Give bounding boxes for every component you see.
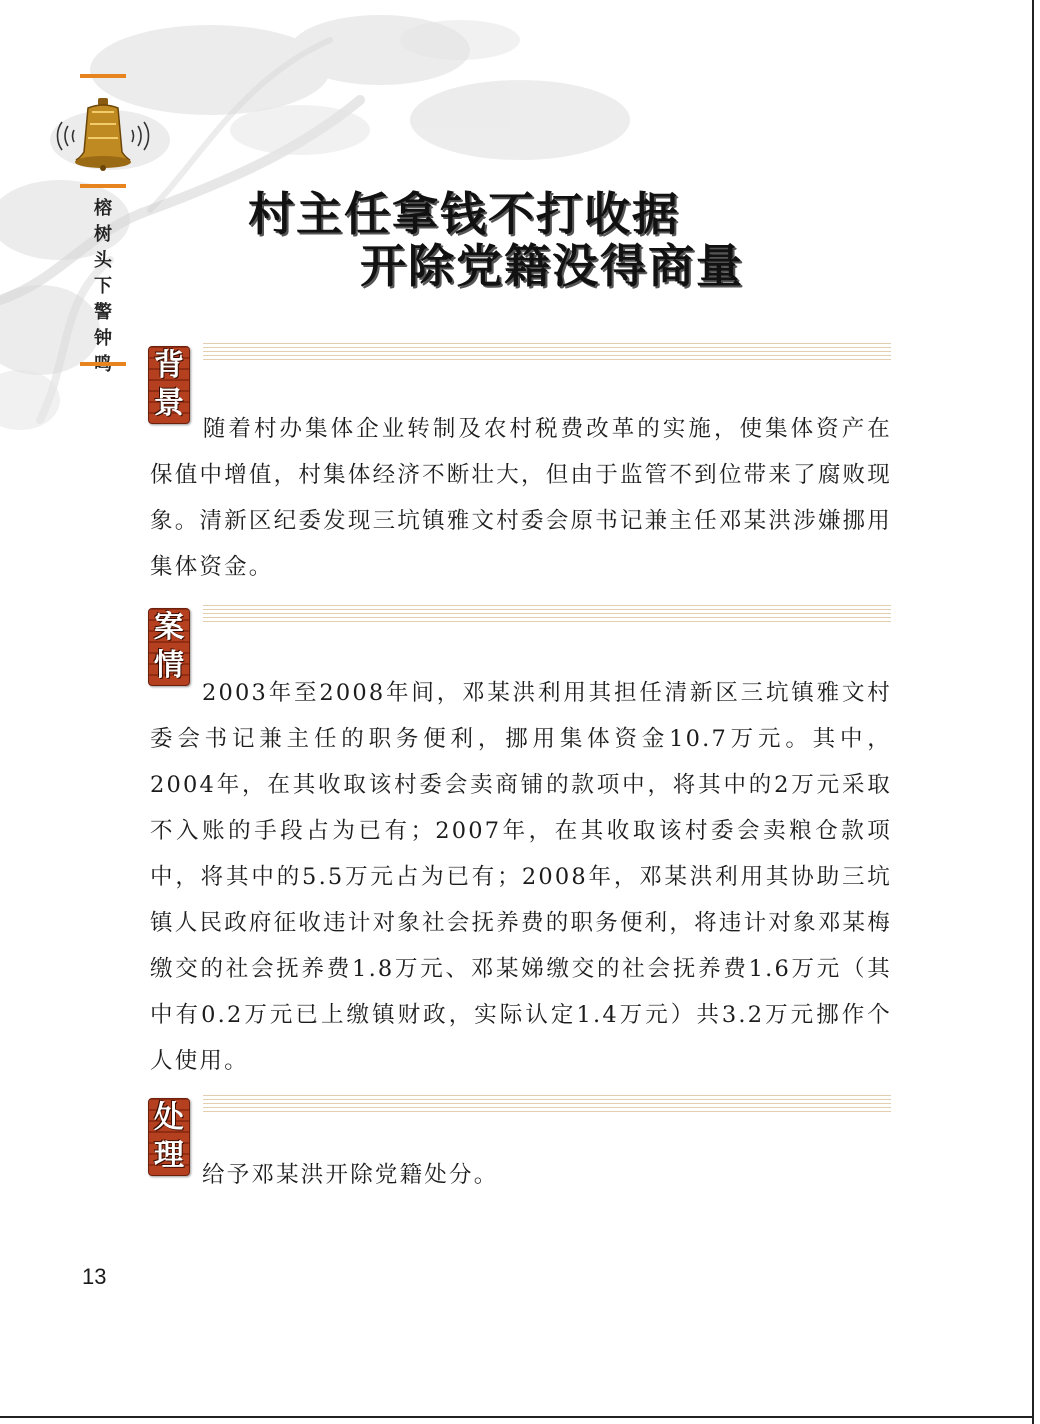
- sidebar-middle-line: [80, 184, 126, 188]
- page-border-right: [1032, 0, 1034, 1424]
- section-divider: [203, 1092, 891, 1114]
- page-border-bottom: [0, 1416, 1034, 1418]
- section-divider: [203, 602, 891, 624]
- series-title: 榕树头下警钟: [94, 198, 112, 349]
- section-divider: [203, 340, 891, 362]
- section-text-background: 随着村办集体企业转制及农村税费改革的实施，使集体资产在保值中增值，村集体经济不断壮大，但由于监管不到位带来了腐败现象。清新区纪委发现三坑镇雅文村委会原书记兼主任邓某洪涉嫌挪用集体资金。: [150, 416, 892, 580]
- bell-icon: [48, 96, 158, 176]
- page-title-line2: 开除党籍没得商量: [360, 239, 744, 293]
- badge-char: 案: [154, 610, 184, 645]
- page-number: 13: [82, 1264, 107, 1289]
- section-text-case: 2003年至2008年间，邓某洪利用其担任清新区三坑镇雅文村委会书记兼主任的职务便利，挪用集体资金10.7万元。其中，2004年，在其收取该村委会卖商铺的款项中，将其中的2万元采取不入账的手段占为已有；2007年，在其收取该村委会卖粮仓款项中，将其中的5.5万元占为已有；2008年，邓某洪利用其协助三坑镇人民政府征收违计对象社会抚养费的职务便利，将违计对象邓某梅缴交的社会抚养费1.8万元、邓某娣缴交的社会抚养费1.6万元（其中有0.2万元已上缴镇财政，实际认定1.4万元）共3.2万元挪作个人使用。: [150, 680, 892, 1074]
- badge-char: 处: [154, 1100, 184, 1135]
- sidebar-bottom-line: [80, 362, 126, 366]
- badge-char: 理: [154, 1138, 184, 1173]
- sidebar-top-line: [80, 74, 126, 78]
- badge-char: 背: [154, 348, 184, 383]
- badge-char: 情: [154, 648, 184, 683]
- section-text-handling: 给予邓某洪开除党籍处分。: [202, 1162, 499, 1188]
- page-title-line1: 村主任拿钱不打收据: [248, 187, 680, 241]
- badge-char: 景: [154, 386, 184, 421]
